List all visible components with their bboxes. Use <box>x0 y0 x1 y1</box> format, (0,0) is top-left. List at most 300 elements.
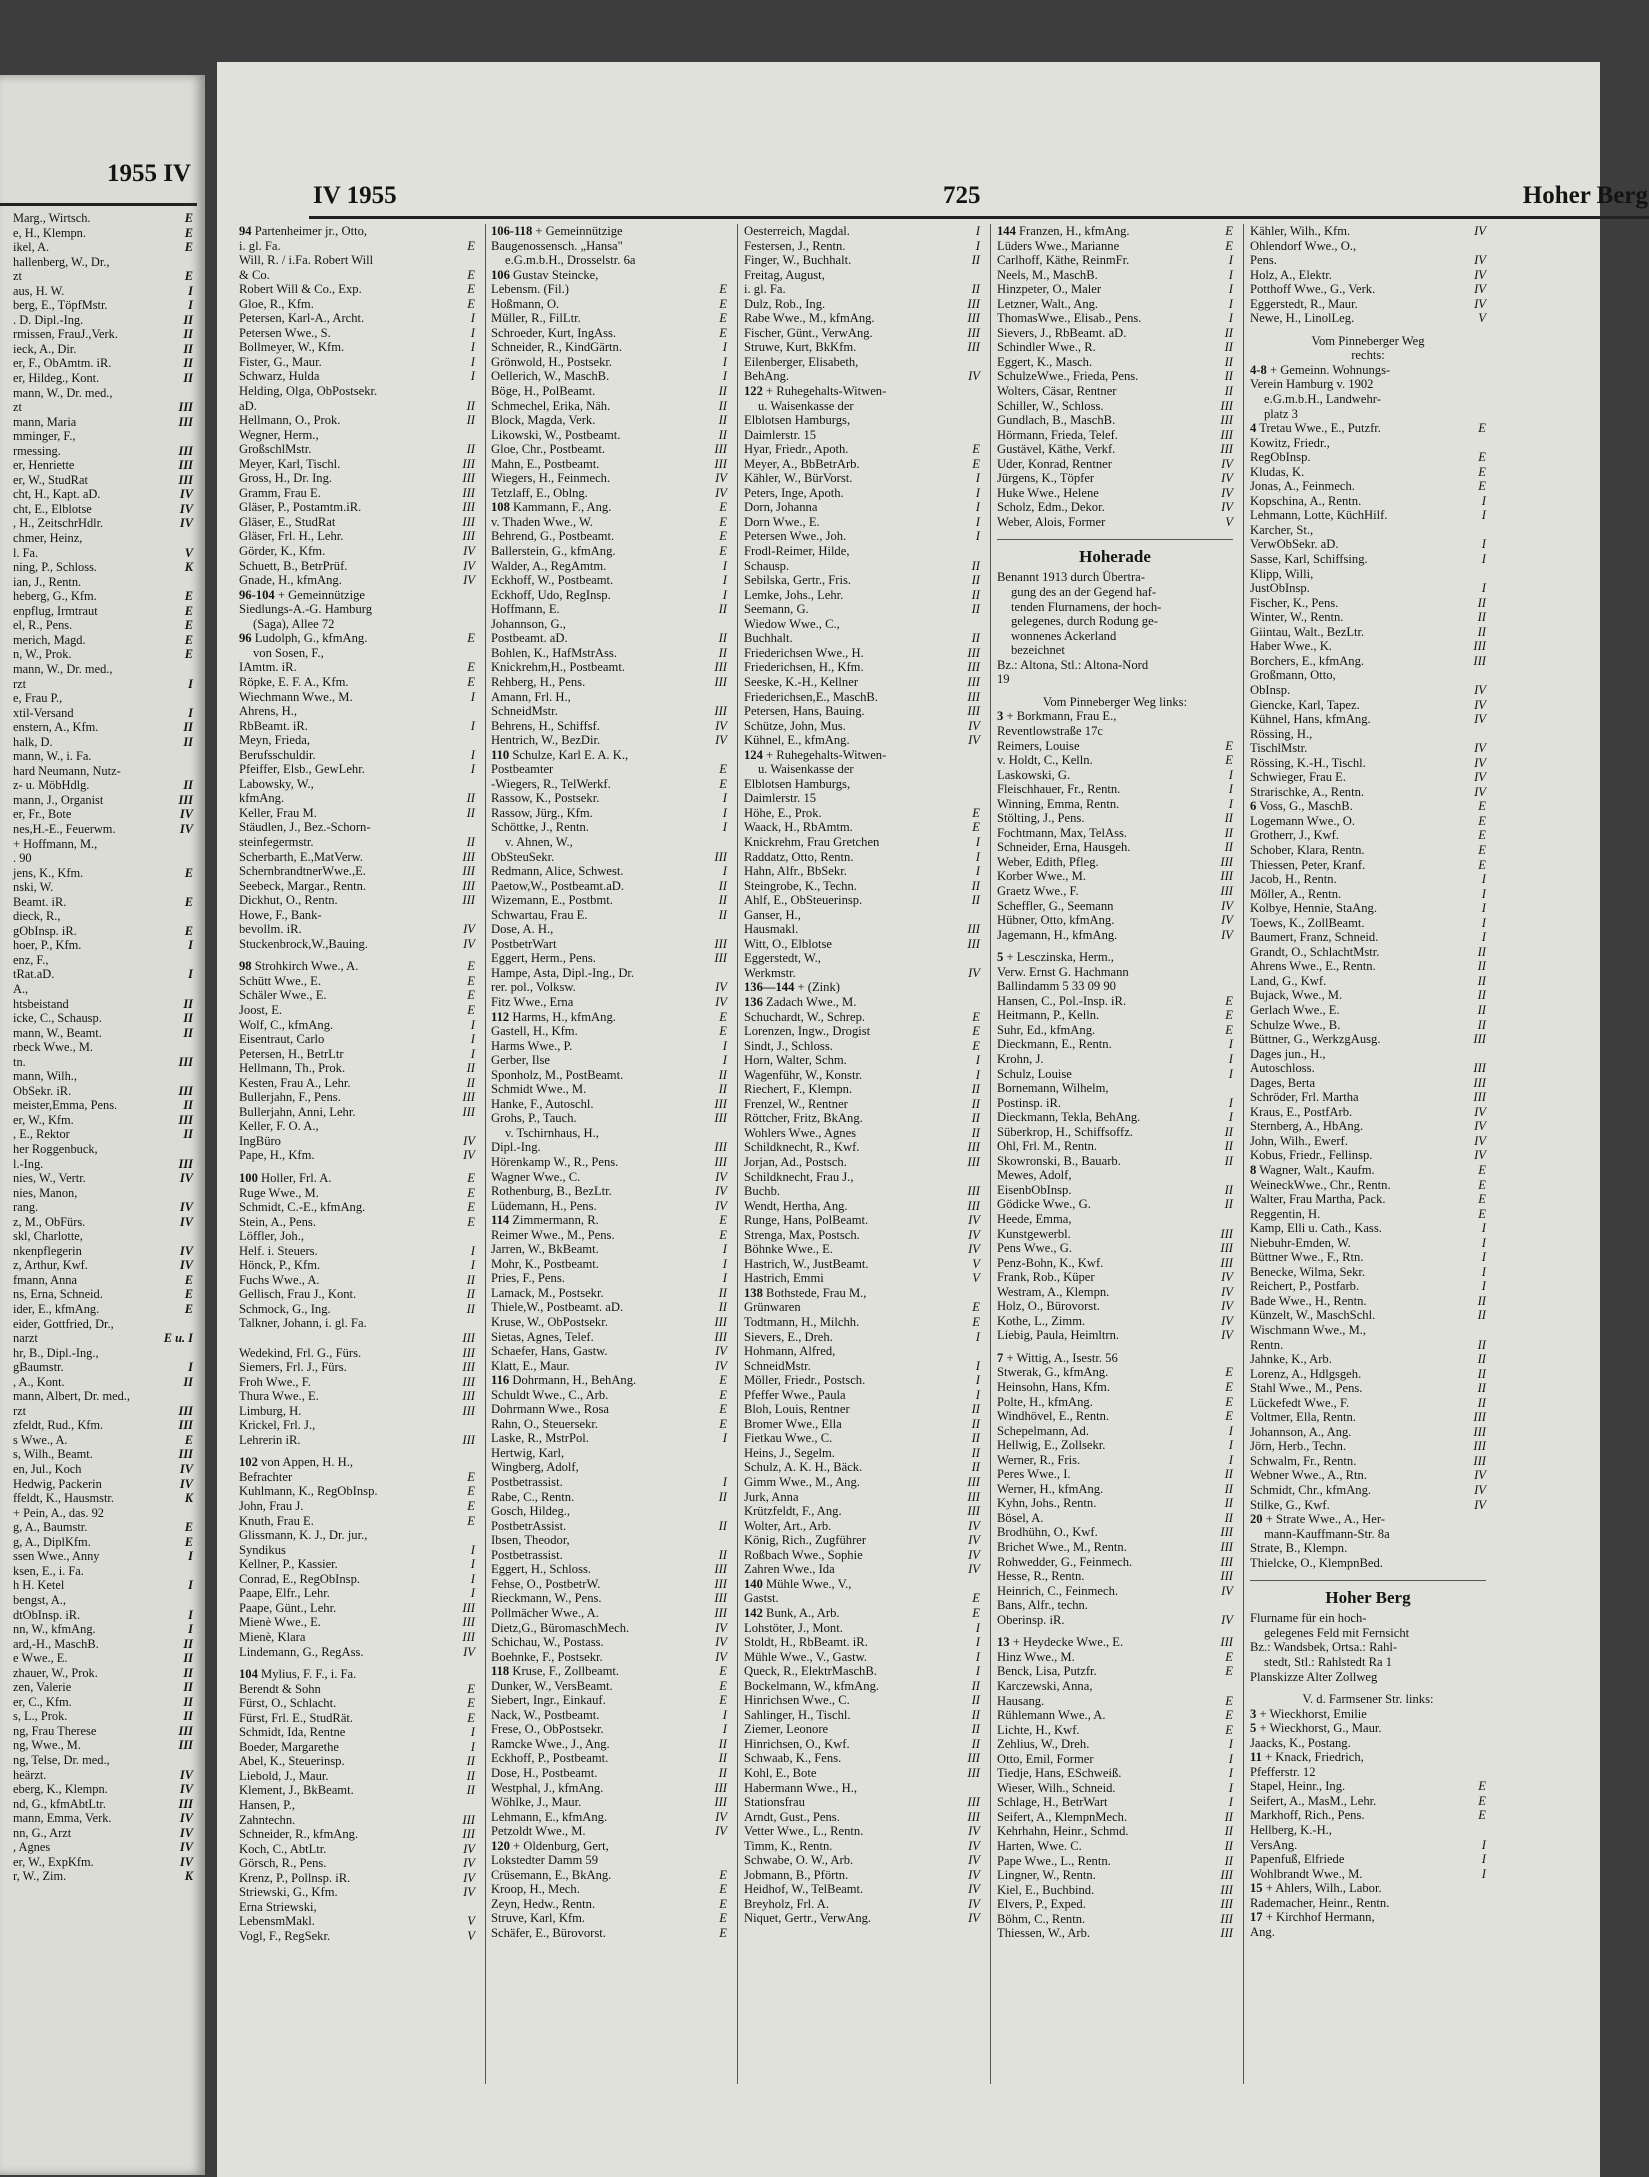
entry-text: Krützfeldt, F., Ang. <box>744 1504 842 1519</box>
entry-text: Kroop, H., Mech. <box>491 1882 580 1897</box>
entry-text: Ballindamm 5 33 09 90 <box>997 979 1116 994</box>
entry-text: + Hoffmann, M., <box>13 836 98 851</box>
entry-text: VersAng. <box>1250 1837 1298 1852</box>
left-entry-line <box>0 851 193 866</box>
floor-code: E <box>184 1302 193 1317</box>
floor-code: E <box>1478 464 1486 479</box>
directory-entry <box>491 1431 727 1446</box>
floor-code: E <box>184 632 193 647</box>
entry-text: Rothenburg, B., BezLtr. <box>491 1184 612 1199</box>
entry-text: 120 + Oldenburg, Gert, <box>491 1838 609 1853</box>
entry-text: Raddatz, Otto, Rentn. <box>744 849 854 864</box>
directory-entry <box>1250 1338 1486 1353</box>
entry-text: halk, D. <box>13 734 53 749</box>
entry-text: Lebensm. (Fil.) <box>491 282 569 297</box>
entry-text: Pape Wwe., L., Rentn. <box>997 1853 1111 1868</box>
floor-code: III <box>1473 1410 1486 1425</box>
left-entry-line <box>0 1477 193 1492</box>
directory-entry <box>239 704 475 719</box>
entry-text: Gloe, Chr., Postbeamt. <box>491 442 606 457</box>
entry-text: Kesten, Frau A., Lehr. <box>239 1075 351 1090</box>
entry-text: Holz, A., Elektr. <box>1250 267 1332 282</box>
entry-text: Papenfuß, Elfriede <box>1250 1852 1345 1867</box>
floor-code: E <box>184 240 193 255</box>
floor-code: IV <box>968 1838 980 1853</box>
entry-text: ObSteuSekr. <box>491 849 555 864</box>
entry-text: Breyholz, Frl. A. <box>744 1896 830 1911</box>
entry-text: Otto, Emil, Former <box>997 1751 1094 1766</box>
floor-code: I <box>975 471 980 486</box>
directory-entry <box>239 1018 475 1033</box>
floor-code: II <box>1477 610 1486 625</box>
entry-text: bezeichnet <box>1011 643 1065 658</box>
floor-code: I <box>1481 872 1486 887</box>
directory-entry <box>997 1897 1233 1912</box>
entry-text: Hinrichsen, O., Kwf. <box>744 1736 850 1751</box>
entry-text: . D. Dipl.-Ing. <box>13 312 84 327</box>
entry-text: Walter, Frau Martha, Pack. <box>1250 1192 1386 1207</box>
entry-text: mann-Kauffmann-Str. 8a <box>1264 1526 1390 1541</box>
entry-text: eider, Gottfried, Dr., <box>13 1316 114 1331</box>
entry-text: Lokstedter Damm 59 <box>491 1853 599 1868</box>
directory-entry <box>1250 1779 1486 1794</box>
floor-code: IV <box>715 994 727 1009</box>
floor-code: IV <box>968 965 980 980</box>
entry-text: Bans, Alfr., techn. <box>997 1598 1088 1613</box>
entry-text: Schäfer, E., Bürovorst. <box>491 1925 606 1940</box>
floor-code: II <box>466 1272 475 1287</box>
directory-entry <box>1250 1541 1486 1556</box>
entry-text: mann, W., Beamt. <box>13 1025 102 1040</box>
entry-text: 104 Mylius, F. F., i. Fa. <box>239 1667 357 1682</box>
floor-code: II <box>971 1445 980 1460</box>
entry-text: BehAng. <box>744 369 790 384</box>
floor-code: E <box>467 1499 475 1514</box>
directory-entry <box>1250 799 1486 814</box>
directory-entry <box>239 515 475 530</box>
directory-entry <box>491 1839 727 1854</box>
entry-text: 118 Kruse, F., Zollbeamt. <box>491 1664 620 1679</box>
directory-entry <box>239 588 475 603</box>
entry-text: ng, Telse, Dr. med., <box>13 1752 110 1767</box>
entry-text: zt <box>13 269 22 284</box>
spacer <box>997 1627 1233 1635</box>
entry-text: Boeder, Margarethe <box>239 1739 339 1754</box>
directory-entry <box>744 1257 980 1272</box>
directory-entry <box>744 1111 980 1126</box>
floor-code: I <box>470 762 475 777</box>
directory-entry <box>491 1533 727 1548</box>
entry-text: Ahrens Wwe., E., Rentn. <box>1250 959 1376 974</box>
entry-text: Gerber, Ilse <box>491 1053 550 1068</box>
entry-text: gung des an der Gegend haf- <box>1011 585 1157 600</box>
directory-entry <box>744 660 980 675</box>
entry-text: Runge, Hans, PolBeamt. <box>744 1213 869 1228</box>
directory-entry <box>491 326 727 341</box>
directory-entry <box>744 544 980 559</box>
directory-entry <box>491 1315 727 1330</box>
directory-entry <box>491 1795 727 1810</box>
entry-text: Koch, C., AbtLtr. <box>239 1841 327 1856</box>
floor-code: I <box>975 529 980 544</box>
entry-text: Reggentin, H. <box>1250 1206 1321 1221</box>
floor-code: II <box>1224 1838 1233 1853</box>
directory-entry <box>491 1097 727 1112</box>
entry-text: Rössing, K.-H., Tischl. <box>1250 755 1366 770</box>
entry-text: Jörn, Herb., Techn. <box>1250 1439 1347 1454</box>
directory-entry <box>744 1591 980 1606</box>
entry-text: Wohlbrandt Wwe., M. <box>1250 1866 1363 1881</box>
entry-text: e, H., Klempn. <box>13 225 86 240</box>
floor-code: III <box>178 400 193 415</box>
floor-code: I <box>1228 1066 1233 1081</box>
floor-code: III <box>714 1096 727 1111</box>
directory-entry <box>744 1708 980 1723</box>
floor-code: III <box>967 1795 980 1810</box>
entry-text: Höhe, E., Prok. <box>744 805 822 820</box>
floor-code: III <box>714 1591 727 1606</box>
directory-entry <box>1250 297 1486 312</box>
directory-entry <box>1250 1707 1486 1722</box>
floor-code: II <box>1224 1481 1233 1496</box>
left-entry-line <box>0 1826 193 1841</box>
floor-code: II <box>183 1651 193 1666</box>
floor-code: I <box>1481 1264 1486 1279</box>
entry-text: Eisentraut, Carlo <box>239 1032 325 1047</box>
entry-text: Krickel, Frl. J., <box>239 1418 316 1433</box>
left-entry-line <box>0 1346 193 1361</box>
entry-text: Bockelmann, W., kfmAng. <box>744 1678 880 1693</box>
floor-code: E <box>467 1469 475 1484</box>
floor-code: I <box>722 587 727 602</box>
floor-code: E <box>1478 799 1486 814</box>
entry-text: Schmidt, C.-E., kfmAng. <box>239 1200 366 1215</box>
left-entry-line <box>0 1142 193 1157</box>
entry-text: Gläser, Frl. H., Lehr. <box>239 529 344 544</box>
directory-entry <box>491 1635 727 1650</box>
floor-code: II <box>1477 1366 1486 1381</box>
entry-text: Reichert, P., Postfarb. <box>1250 1279 1360 1294</box>
entry-text: Kludas, K. <box>1250 464 1305 479</box>
floor-code: IV <box>715 1620 727 1635</box>
directory-entry <box>744 1882 980 1897</box>
left-entry-line <box>0 1811 193 1826</box>
entry-text: Pfeiffer, Elsb., GewLehr. <box>239 762 365 777</box>
left-entry-line <box>0 895 193 910</box>
entry-text: enz, F., <box>13 952 49 967</box>
floor-code: I <box>1228 1095 1233 1110</box>
floor-code: III <box>1220 1554 1233 1569</box>
floor-code: I <box>470 1258 475 1273</box>
directory-entry <box>491 1068 727 1083</box>
floor-code: IV <box>1474 784 1486 799</box>
directory-entry <box>491 762 727 777</box>
left-entry-line <box>0 1273 193 1288</box>
entry-text: Petersen, H., BetrLtr <box>239 1046 344 1061</box>
floor-code: II <box>466 1754 475 1769</box>
entry-text: Hausmakl. <box>744 922 799 937</box>
floor-code: III <box>178 472 193 487</box>
entry-text: Böge, H., PolBeamt. <box>491 384 596 399</box>
entry-text: her Roggenbuck, <box>13 1142 98 1156</box>
directory-entry <box>744 1271 980 1286</box>
directory-entry <box>997 1708 1233 1723</box>
entry-text: Keller, Frau M. <box>239 805 317 820</box>
directory-entry <box>239 442 475 457</box>
floor-code: III <box>1220 1897 1233 1912</box>
floor-code: E <box>719 1024 727 1039</box>
directory-entry <box>744 457 980 472</box>
directory-entry <box>1250 1454 1486 1469</box>
directory-entry <box>1250 1881 1486 1896</box>
entry-text: Waack, H., RbAmtm. <box>744 820 853 835</box>
floor-code: E <box>184 1287 193 1302</box>
entry-text: Boehnke, F., Postsekr. <box>491 1649 603 1664</box>
entry-text: Seebeck, Margar., Rentn. <box>239 878 367 893</box>
directory-entry <box>491 1170 727 1185</box>
directory-entry <box>1250 843 1486 858</box>
floor-code: E <box>719 776 727 791</box>
directory-entry <box>744 239 980 254</box>
floor-code: I <box>1228 1452 1233 1467</box>
directory-entry <box>744 1504 980 1519</box>
entry-text: Bz.: Wandsbek, Ortsa.: Rahl- <box>1250 1640 1398 1655</box>
entry-text: Rohwedder, G., Feinmech. <box>997 1554 1133 1569</box>
floor-code: I <box>722 1242 727 1257</box>
entry-text: Vetter Wwe., L., Rentn. <box>744 1824 864 1839</box>
entry-text: Meyer, A., BbBetrArb. <box>744 456 860 471</box>
floor-code: III <box>1220 1226 1233 1241</box>
floor-code: III <box>1220 854 1233 869</box>
directory-entry <box>1250 887 1486 902</box>
floor-code: III <box>1220 1868 1233 1883</box>
floor-code: E <box>719 1693 727 1708</box>
left-entry-line <box>0 677 193 692</box>
directory-entry <box>997 979 1233 994</box>
directory-entry <box>744 980 980 995</box>
floor-code: II <box>1477 944 1486 959</box>
entry-text: Befrachter <box>239 1469 293 1484</box>
floor-code: II <box>971 253 980 268</box>
directory-entry <box>997 1584 1233 1599</box>
directory-entry <box>239 384 475 399</box>
directory-entry <box>1250 1794 1486 1809</box>
entry-text: Büttner Wwe., F., Rtn. <box>1250 1250 1364 1265</box>
directory-entry <box>1250 552 1486 567</box>
entry-text: Skowronski, B., Bauarb. <box>997 1153 1121 1168</box>
directory-entry <box>1250 1003 1486 1018</box>
directory-entry <box>239 1287 475 1302</box>
floor-code: III <box>462 864 475 879</box>
floor-code: IV <box>179 487 193 502</box>
entry-text: Ruge Wwe., M. <box>239 1185 319 1200</box>
street-section-heading <box>997 544 1233 570</box>
left-entry-line <box>0 1564 193 1579</box>
directory-entry <box>744 602 980 617</box>
directory-entry <box>239 1171 475 1186</box>
entry-text: Bromer Wwe., Ella <box>744 1416 842 1431</box>
floor-code: IV <box>715 1358 727 1373</box>
directory-entry <box>239 413 475 428</box>
floor-code: E <box>719 529 727 544</box>
directory-entry <box>491 1664 727 1679</box>
floor-code: E <box>719 1227 727 1242</box>
directory-entry <box>1250 1838 1486 1853</box>
directory-entry <box>1250 1692 1486 1707</box>
floor-code: III <box>462 1090 475 1105</box>
floor-code: IV <box>968 1853 980 1868</box>
floor-code: IV <box>179 1214 193 1229</box>
directory-entry <box>744 399 980 414</box>
entry-text: Postinsp. iR. <box>997 1095 1062 1110</box>
floor-code: II <box>183 1098 193 1113</box>
entry-text: Stoldt, H., RbBeamt. iR. <box>744 1635 868 1650</box>
entry-text: Knickrehm, Frau Gretchen <box>744 834 880 849</box>
entry-text: Marg., Wirtsch. <box>13 211 91 225</box>
entry-text: Hellwig, E., Zollsekr. <box>997 1438 1106 1453</box>
entry-text: Hanke, F., Autoschl. <box>491 1096 594 1111</box>
directory-entry <box>239 1740 475 1755</box>
left-entry-line <box>0 807 193 822</box>
directory-entry <box>491 1519 727 1534</box>
floor-code: III <box>967 674 980 689</box>
entry-text: ng, Wwe., M. <box>13 1738 81 1753</box>
directory-entry <box>491 937 727 952</box>
entry-text: TischlMstr. <box>1250 741 1308 756</box>
entry-text: Thielcke, O., KlempnBed. <box>1250 1555 1383 1570</box>
directory-entry <box>1250 1655 1486 1670</box>
directory-entry <box>239 1302 475 1317</box>
directory-entry <box>491 311 727 326</box>
floor-code: I <box>975 1635 980 1650</box>
directory-entry <box>491 1766 727 1781</box>
entry-text: Rentn. <box>1250 1337 1284 1352</box>
entry-text: Buchb. <box>744 1184 781 1199</box>
entry-text: Hastrich, Emmi <box>744 1271 824 1286</box>
floor-code: I <box>975 864 980 879</box>
entry-text: Arndt, Gust., Pens. <box>744 1809 840 1824</box>
floor-code: II <box>466 413 475 428</box>
directory-entry <box>744 1388 980 1403</box>
directory-entry <box>997 811 1233 826</box>
floor-code: III <box>178 443 193 458</box>
directory-entry <box>744 1330 980 1345</box>
entry-text: Newe, H., LinolLeg. <box>1250 311 1355 326</box>
directory-entry <box>491 1591 727 1606</box>
entry-text: Oesterreich, Magdal. <box>744 224 850 238</box>
left-entry-line <box>0 1418 193 1433</box>
entry-text: g, A., DiplKfm. <box>13 1534 91 1549</box>
entry-text: Kruse, W., ObPostsekr. <box>491 1315 608 1330</box>
floor-code: I <box>722 573 727 588</box>
directory-entry <box>491 297 727 312</box>
directory-entry <box>744 588 980 603</box>
entry-text: Dose, H., Postbeamt. <box>491 1765 598 1780</box>
left-entry-line <box>0 1026 193 1041</box>
entry-text: 5 + Wieckhorst, G., Maur. <box>1250 1721 1382 1736</box>
left-entry-line <box>0 1520 193 1535</box>
directory-entry <box>239 1630 475 1645</box>
entry-text: Berufsschuldir. <box>239 747 316 762</box>
directory-entry <box>239 959 475 974</box>
entry-text: Wagner Wwe., C. <box>491 1169 581 1184</box>
entry-text: Jürgens, K., Töpfer <box>997 471 1095 486</box>
directory-entry <box>491 573 727 588</box>
left-entry-line <box>0 458 193 473</box>
floor-code: I <box>722 558 727 573</box>
entry-text: Kothe, L., Zimm. <box>997 1313 1086 1328</box>
directory-entry <box>997 471 1233 486</box>
entry-text: Hausang. <box>997 1693 1045 1708</box>
entry-text: Stwerak, G., kfmAng. <box>997 1365 1109 1380</box>
floor-code: III <box>462 1374 475 1389</box>
directory-entry <box>491 1155 727 1170</box>
directory-entry <box>997 1438 1233 1453</box>
directory-entry <box>491 355 727 370</box>
entry-text: Sternberg, A., HbAng. <box>1250 1119 1364 1134</box>
entry-text: Weber, Edith, Pfleg. <box>997 854 1099 869</box>
floor-code: I <box>188 298 193 313</box>
floor-code: I <box>722 1475 727 1490</box>
directory-entry <box>491 777 727 792</box>
directory-entry <box>997 570 1233 585</box>
directory-entry <box>491 951 727 966</box>
entry-text: ian, J., Rentn. <box>13 574 82 589</box>
entry-text: Bösel, A. <box>997 1510 1044 1525</box>
section-rule <box>1250 1570 1486 1581</box>
entry-text: Kopschina, A., Rentn. <box>1250 493 1362 508</box>
left-entry-line <box>0 1055 193 1070</box>
floor-code: I <box>470 1739 475 1754</box>
floor-code: IV <box>968 1533 980 1548</box>
directory-entry <box>997 1453 1233 1468</box>
directory-entry <box>239 1842 475 1857</box>
directory-entry <box>491 1679 727 1694</box>
spacer <box>997 687 1233 695</box>
floor-code: II <box>971 1096 980 1111</box>
floor-code: IV <box>968 1547 980 1562</box>
entry-text: Benannt 1913 durch Übertra- <box>997 570 1145 585</box>
entry-text: rechts: <box>1351 348 1385 363</box>
directory-entry <box>744 1679 980 1694</box>
entry-text: e.G.m.b.H., Drosselstr. 6a <box>505 253 636 268</box>
entry-text: Schuldt Wwe., C., Arb. <box>491 1387 609 1402</box>
directory-entry <box>491 1446 727 1461</box>
directory-entry <box>744 1242 980 1257</box>
directory-entry <box>1250 610 1486 625</box>
entry-text: Brodhühn, O., Kwf. <box>997 1525 1098 1540</box>
directory-entry <box>491 1213 727 1228</box>
floor-code: I <box>1228 767 1233 782</box>
directory-entry <box>997 268 1233 283</box>
entry-text: Meyn, Frieda, <box>239 733 310 748</box>
directory-entry <box>239 617 475 632</box>
directory-entry <box>997 585 1233 600</box>
floor-code: I <box>1228 1751 1233 1766</box>
entry-text: Verein Hamburg v. 1902 <box>1250 377 1374 392</box>
entry-text: Heinsohn, Hans, Kfm. <box>997 1380 1110 1395</box>
directory-entry <box>239 1696 475 1711</box>
floor-code: III <box>967 660 980 675</box>
directory-entry <box>491 806 727 821</box>
directory-entry <box>744 486 980 501</box>
floor-code: E <box>719 311 727 326</box>
directory-entry <box>239 762 475 777</box>
directory-entry <box>239 1769 475 1784</box>
entry-text: Jonas, A., Feinmech. <box>1250 479 1355 494</box>
directory-entry <box>491 864 727 879</box>
floor-code: IV <box>179 1243 193 1258</box>
